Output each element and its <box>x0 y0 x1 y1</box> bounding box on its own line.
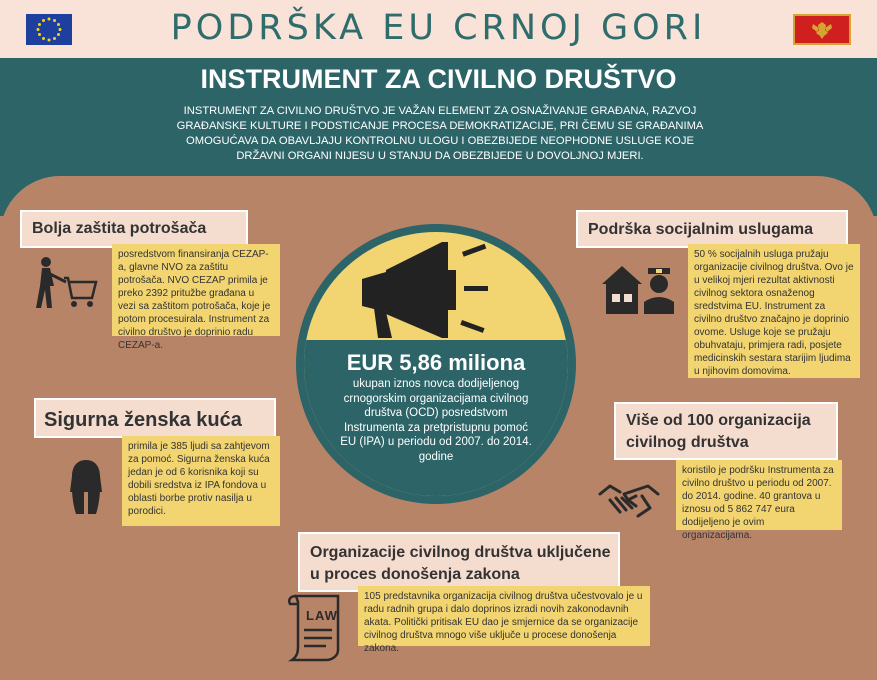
total-amount-description: ukupan iznos novca dodijeljenog crnogorskim organizacijama civilnog društva (OCD) posredstvom Instrumenta za pretpristupnu pomoć EU (IPA) u periodu od 2007. do 2014. godine <box>340 378 532 463</box>
montenegro-flag-icon <box>793 14 851 45</box>
header-bar <box>0 0 877 58</box>
womens-shelter-text: primila je 385 ljudi sa zahtjevom za pomoć. Sigurna ženska kuća jedan je od 6 korisnika koji su dobili sredstva iz IPA fondova u oblasti borbe protiv nasilja u porodici. <box>128 441 270 517</box>
lawmaking-title-box <box>298 532 620 592</box>
woman-icon <box>66 458 106 516</box>
house-nurse-icon <box>600 258 684 316</box>
organizations-note <box>676 460 842 541</box>
law-document-icon <box>282 590 352 664</box>
consumer-protection-text: posredstvom finansiranja CEZAP-a, glavne NVO za zaštitu potrošača. NVO CEZAP primila je preko 2392 pritužbe građana u vezi sa zaštitom potrošača, koje je potom procesuirala. Instrument za civilno društvo je doprinio radu CEZAP-a. <box>118 249 271 351</box>
total-amount: EUR 5,86 miliona <box>346 350 526 375</box>
consumer-protection-title-box <box>20 210 248 248</box>
womens-shelter-title-box <box>34 398 276 438</box>
lawmaking-note <box>358 586 650 654</box>
social-services-note <box>688 244 860 378</box>
lawmaking-text: 105 predstavnika organizacija civilnog društva učestvovalo je u radu radnih grupa i dalo doprinos izradi novih zakonodavnih akata. Politički pritisak EU dao je smjernice da se organizacije civilnog društva mnogo više uključe u procese donošenja zakona. <box>364 591 643 654</box>
megaphone-icon <box>352 234 492 344</box>
organizations-title: Više od 100 organizacija civilnog društva <box>626 412 811 451</box>
social-services-title-box <box>576 210 848 248</box>
handshake-icon <box>598 480 660 522</box>
consumer-protection-note <box>112 244 280 351</box>
intro-text: INSTRUMENT ZA CIVILNO DRUŠTVO JE VAŽAN ELEMENT ZA OSNAŽIVANJE GRAĐANA, RAZVOJ GRAĐANSKE KULTURE I PODSTICANJE PROCESA DEMOKRATIZACIJE, PRI ČEMU SE GRAĐANIMA OMOGUĆAVA DA OBAVLJAJU KONTROLNU ULOGU I OBEZBIJEDE NEOPHODNE USLUGE KOJE DRŽAVNI ORGANI NIJESU U STANJU DA OBEZBIJEDE U DOVOLJNOJ MJERI. <box>176 105 704 162</box>
organizations-title-box <box>614 402 838 460</box>
social-services-title: Podrška socijalnim uslugama <box>588 221 813 238</box>
shopping-cart-icon <box>32 256 98 312</box>
header-title: PODRŠKA EU CRNOJ GORI <box>170 8 707 48</box>
page-title: INSTRUMENT ZA CIVILNO DRUŠTVO <box>200 64 677 94</box>
womens-shelter-title: Sigurna ženska kuća <box>44 409 242 431</box>
womens-shelter-note <box>122 436 280 526</box>
organizations-text: koristilo je podršku Instrumenta za civilno društvo u periodu od 2007. do 2014. godine. 40 grantova u iznosu od 5 862 747 eura dodijeljeno je ovim organizacijama. <box>682 465 834 541</box>
consumer-protection-title: Bolja zaštita potrošača <box>32 220 207 237</box>
lawmaking-title: Organizacije civilnog društva uključene u proces donošenja zakona <box>310 544 611 583</box>
law-label: LAW <box>306 608 338 623</box>
social-services-text: 50 % socijalnih usluga pružaju organizacije civilnog društva. Ovo je u velikoj mjeri rezultat aktivnosti civilnog sektora osnaženog sredstvima EU. Instrument za civilno društvo značajno je doprinio ovome. Usluge koje se pružaju obuhvataju, primjera radi, posjete medicinskih sestara starijim ljudima u njihovim domovima. <box>694 249 854 377</box>
